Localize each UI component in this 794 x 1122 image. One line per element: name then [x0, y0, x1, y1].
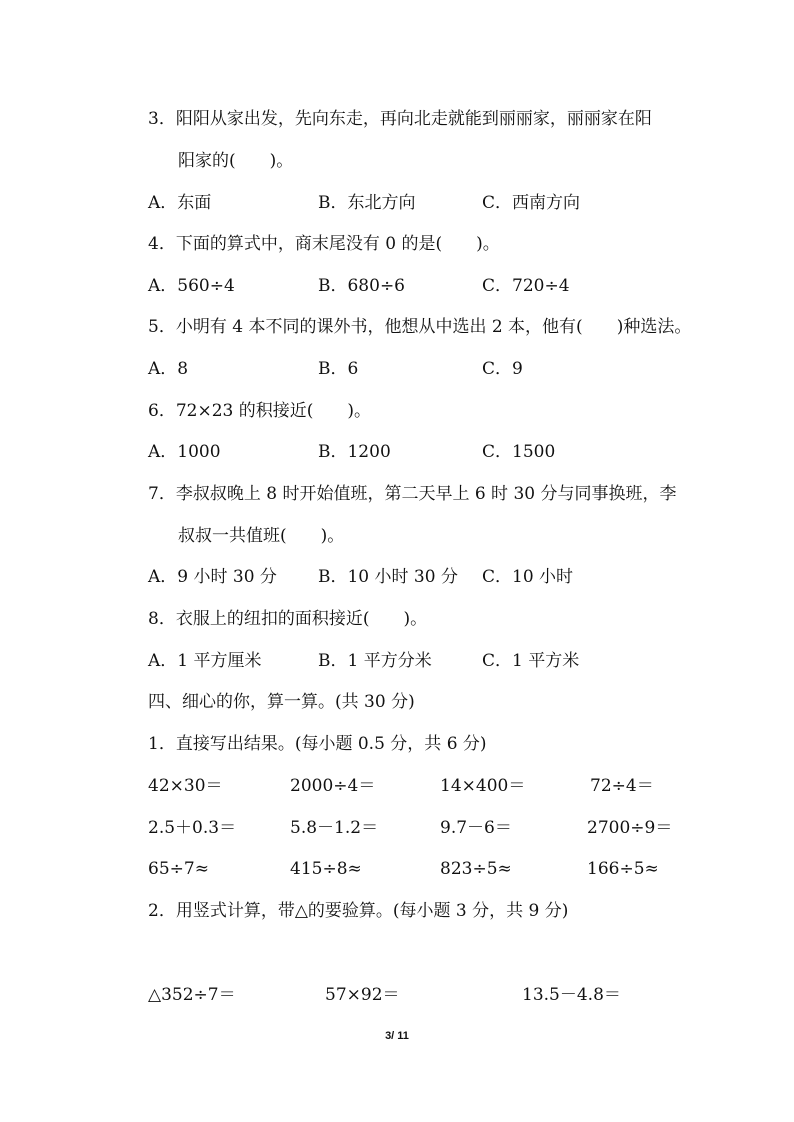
mental-math-item: 42×30＝ — [148, 776, 223, 796]
question-8-option-c: C．1 平方米 — [482, 651, 580, 671]
question-7-stem-line2: 叔叔一共值班( )。 — [178, 526, 345, 546]
mental-math-item: 65÷7≈ — [148, 859, 209, 879]
question-7-option-b: B．10 小时 30 分 — [318, 567, 458, 587]
mental-math-item: 2000÷4＝ — [290, 776, 376, 796]
mental-math-item: 2.5＋0.3＝ — [148, 818, 237, 838]
question-5-stem: 5．小明有 4 本不同的课外书，他想从中选出 2 本，他有( )种选法。 — [148, 317, 692, 337]
question-8-stem: 8．衣服上的纽扣的面积接近( )。 — [148, 609, 428, 629]
mental-math-item: 823÷5≈ — [440, 859, 512, 879]
question-8-option-a: A．1 平方厘米 — [148, 651, 262, 671]
mental-math-item: 415÷8≈ — [290, 859, 362, 879]
question-6-option-b: B．1200 — [318, 442, 391, 462]
question-7-option-a: A．9 小时 30 分 — [148, 567, 277, 587]
mental-math-item: 166÷5≈ — [587, 859, 659, 879]
question-5-option-c: C．9 — [482, 359, 523, 379]
question-4-option-c: C．720÷4 — [482, 276, 570, 296]
question-6-option-a: A．1000 — [148, 442, 221, 462]
question-6-option-c: C．1500 — [482, 442, 556, 462]
question-7-stem-line1: 7．李叔叔晚上 8 时开始值班，第二天早上 6 时 30 分与同事换班，李 — [148, 484, 677, 504]
question-4-option-a: A．560÷4 — [148, 276, 235, 296]
section-4-title: 四、细心的你，算一算。(共 30 分) — [148, 692, 415, 712]
page-number: 3/ 11 — [385, 1030, 409, 1042]
question-4-stem: 4．下面的算式中，商末尾没有 0 的是( )。 — [148, 234, 500, 254]
mental-math-item: 2700÷9＝ — [587, 818, 673, 838]
mental-math-item: 9.7－6＝ — [440, 818, 512, 838]
question-3-option-c: C．西南方向 — [482, 193, 581, 213]
question-3-stem-line1: 3．阳阳从家出发，先向东走，再向北走就能到丽丽家，丽丽家在阳 — [148, 109, 652, 129]
mental-math-item: 72÷4＝ — [590, 776, 654, 796]
question-5-option-a: A．8 — [148, 359, 189, 379]
question-3-option-a: A．东面 — [148, 193, 212, 213]
question-8-option-b: B．1 平方分米 — [318, 651, 432, 671]
vertical-calc-item: △352÷7＝ — [148, 985, 236, 1005]
vertical-calc-item: 57×92＝ — [325, 985, 400, 1005]
vertical-calc-item: 13.5－4.8＝ — [522, 985, 621, 1005]
question-4-option-b: B．680÷6 — [318, 276, 406, 296]
section-4-part-1-title: 1．直接写出结果。(每小题 0.5 分，共 6 分) — [148, 734, 487, 754]
question-3-option-b: B．东北方向 — [318, 193, 416, 213]
mental-math-item: 5.8－1.2＝ — [290, 818, 379, 838]
question-7-option-c: C．10 小时 — [482, 567, 574, 587]
question-3-stem-line2: 阳家的( )。 — [178, 151, 294, 171]
section-4-part-2-title: 2．用竖式计算，带△的要验算。(每小题 3 分，共 9 分) — [148, 901, 569, 921]
mental-math-item: 14×400＝ — [440, 776, 526, 796]
question-5-option-b: B．6 — [318, 359, 359, 379]
question-6-stem: 6．72×23 的积接近( )。 — [148, 401, 371, 421]
